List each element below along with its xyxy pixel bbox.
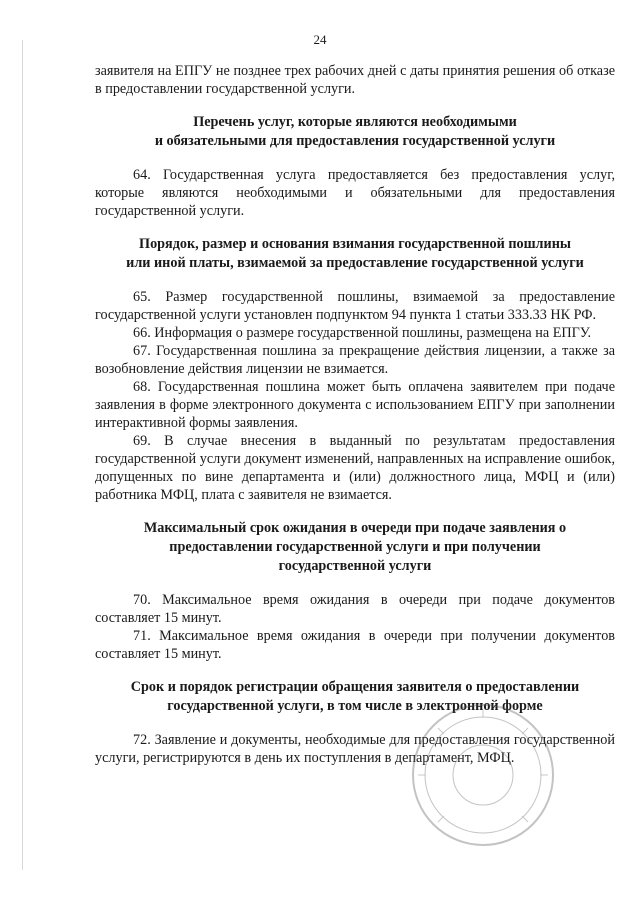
- heading-line: Перечень услуг, которые являются необходимыми: [193, 114, 517, 130]
- paragraph-72: 72. Заявление и документы, необходимые для предоставления государственной услуги, регистрируются в день их поступления в департамент, МФЦ.: [95, 732, 615, 766]
- page-number: 24: [313, 32, 327, 47]
- heading-state-fee: [95, 235, 615, 273]
- heading-waiting-time: [95, 519, 615, 576]
- official-seal-stamp: [408, 700, 558, 850]
- heading-line: предоставлении государственной услуги и при получении: [169, 539, 541, 555]
- heading-line: или иной платы, взимаемой за предоставление государственной услуги: [126, 255, 584, 271]
- paragraph-65: 65. Размер государственной пошлины, взимаемой за предоставление государственной услуги установлен подпунктом 94 пункта 1 статьи 333.33 НК РФ.: [95, 289, 615, 323]
- scan-edge-line: [22, 40, 23, 870]
- heading-line: Срок и порядок регистрации обращения заявителя о предоставлении: [130, 679, 580, 695]
- paragraph-66: 66. Информация о размере государственной пошлины, размещена на ЕПГУ.: [133, 325, 592, 341]
- paragraph-intro: заявителя на ЕПГУ не позднее трех рабочих дней с даты принятия решения об отказе в предоставлении государственной услуги.: [95, 63, 615, 97]
- paragraph-71: 71. Максимальное время ожидания в очереди при получении документов составляет 15 минут.: [95, 628, 615, 662]
- paragraph-64: 64. Государственная услуга предоставляется без предоставления услуг, которые являются необходимыми и обязательными для предоставления государственной услуги.: [95, 167, 615, 219]
- heading-line: государственной услуги, в том числе в электронной форме: [167, 698, 543, 714]
- heading-services-list: [95, 113, 615, 151]
- paragraph-70: 70. Максимальное время ожидания в очереди при подаче документов составляет 15 минут.: [95, 592, 615, 626]
- document-body: [95, 62, 615, 767]
- heading-line: Максимальный срок ожидания в очереди при подаче заявления о: [143, 520, 567, 536]
- paragraph-67: 67. Государственная пошлина за прекращение действия лицензии, а также за возобновление действия лицензии не взимается.: [95, 343, 615, 377]
- heading-line: государственной услуги: [278, 558, 432, 574]
- heading-line: Порядок, размер и основания взимания государственной пошлины: [139, 236, 571, 252]
- heading-line: и обязательными для предоставления государственной услуги: [154, 133, 556, 149]
- paragraph-68: 68. Государственная пошлина может быть оплачена заявителем при подаче заявления в форме электронного документа с использованием ЕПГУ при заполнении интерактивной формы заявления.: [95, 379, 615, 431]
- paragraph-69: 69. В случае внесения в выданный по результатам предоставления государственной услуги документ изменений, направленных на исправление ошибок, допущенных по вине департамента и (или) должностного лица, МФЦ и (или) работника МФЦ, плата с заявителя не взимается.: [95, 433, 615, 503]
